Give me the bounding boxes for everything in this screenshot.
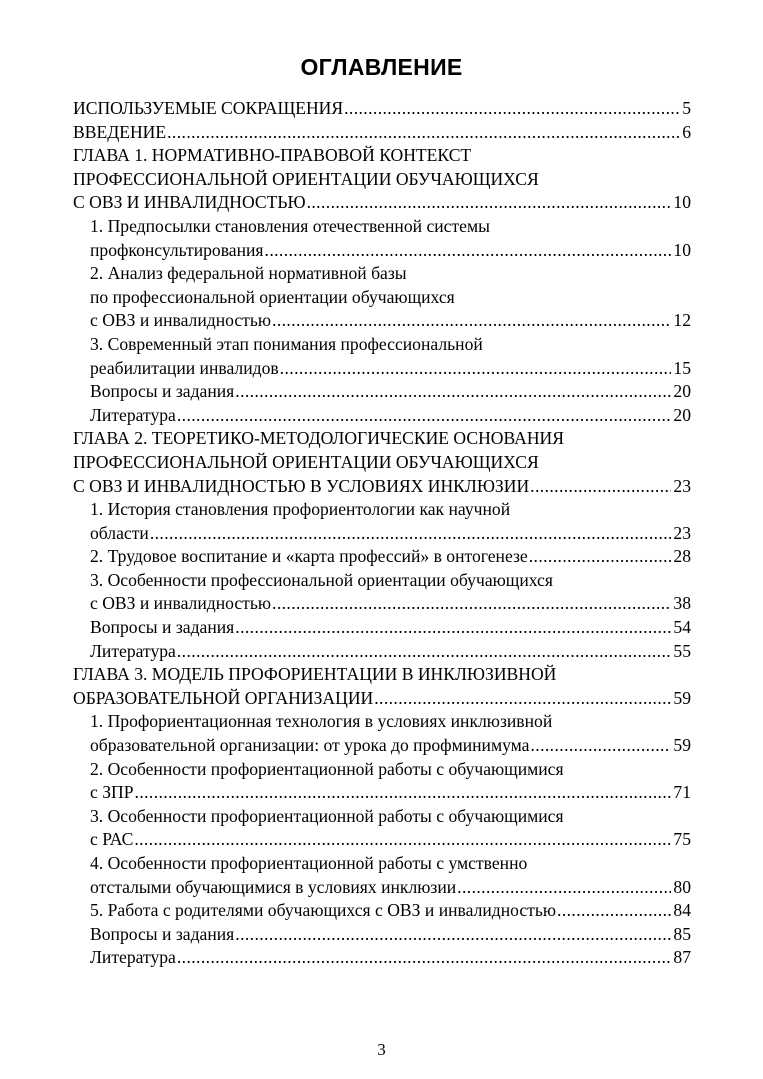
toc-entry-text: Вопросы и задания	[90, 923, 235, 944]
toc-entry-row	[90, 404, 691, 428]
page-number: 3	[377, 1040, 386, 1059]
toc-entry-text: ВВЕДЕНИЕ	[73, 121, 167, 142]
toc-page-number: 54	[673, 617, 691, 638]
toc-entry-row	[90, 899, 691, 923]
dot-leader	[177, 640, 672, 664]
dot-leader	[344, 97, 680, 121]
dot-leader	[272, 592, 671, 616]
dot-leader	[280, 357, 672, 381]
toc-entry-text: 2. Анализ федеральной нормативной базы	[90, 263, 407, 284]
page-title: ОГЛАВЛЕНИЕ	[300, 54, 463, 80]
dot-leader	[134, 828, 671, 852]
toc-subsection-entry	[73, 380, 691, 404]
toc-entry-row	[73, 475, 691, 499]
dot-leader	[235, 923, 671, 947]
toc-entry-text: 3. Современный этап понимания профессиональной	[90, 333, 483, 354]
toc-entry-row	[90, 522, 691, 546]
toc-subsection-entry	[73, 333, 691, 380]
toc-page-number: 10	[673, 192, 691, 213]
toc-page-number: 20	[673, 404, 691, 425]
dot-leader	[530, 734, 671, 758]
toc-entry-row	[90, 239, 691, 263]
toc-page-number: 15	[673, 357, 691, 378]
toc-entry-row	[90, 592, 691, 616]
toc-entry-text: ПРОФЕССИОНАЛЬНОЙ ОРИЕНТАЦИИ ОБУЧАЮЩИХСЯ	[73, 451, 539, 472]
toc-entry-text: с ЗПР	[90, 782, 134, 803]
dot-leader	[177, 946, 672, 970]
toc-entry-row	[90, 640, 691, 664]
toc-entry-text: Вопросы и задания	[90, 381, 235, 402]
toc-entry-text: 1. Профориентационная технология в условиях инклюзивной	[90, 711, 553, 732]
toc-entry-text: С ОВЗ И ИНВАЛИДНОСТЬЮ	[73, 192, 306, 213]
toc-chapter-entry	[73, 97, 691, 121]
toc-entry-row	[73, 687, 691, 711]
toc-page-number: 38	[673, 593, 691, 614]
toc-page-number: 5	[682, 98, 691, 118]
toc-subsection-entry	[73, 899, 691, 923]
toc-entry-row	[90, 946, 691, 970]
toc-subsection-entry	[73, 569, 691, 616]
toc-page-number: 10	[673, 239, 691, 260]
toc-page-number: 28	[673, 546, 691, 567]
dot-leader	[457, 876, 671, 900]
toc-entry-text: С ОВЗ И ИНВАЛИДНОСТЬЮ В УСЛОВИЯХ ИНКЛЮЗИИ	[73, 475, 530, 496]
toc-page-number: 85	[673, 923, 691, 944]
toc-entry-row	[90, 545, 691, 569]
toc-entry-text: области	[90, 522, 149, 543]
toc-entry-text: по профессиональной ориентации обучающихся	[90, 286, 455, 307]
toc-entry-row	[90, 876, 691, 900]
toc-subsection-entry	[73, 404, 691, 428]
toc-entry-text: Литература	[90, 404, 176, 425]
toc-subsection-entry	[73, 616, 691, 640]
toc-page-number: 84	[673, 900, 691, 921]
toc-entry-row	[90, 781, 691, 805]
toc-entry-row	[73, 191, 691, 215]
toc-entry-text: ОБРАЗОВАТЕЛЬНОЙ ОРГАНИЗАЦИИ	[73, 687, 374, 708]
toc-entry-text: ПРОФЕССИОНАЛЬНОЙ ОРИЕНТАЦИИ ОБУЧАЮЩИХСЯ	[73, 168, 539, 189]
toc-entry-text: 2. Трудовое воспитание и «карта профессий» в онтогенезе	[90, 546, 528, 567]
toc-subsection-entry	[73, 640, 691, 664]
dot-leader	[235, 616, 671, 640]
toc-subsection-entry	[73, 805, 691, 852]
toc-entry-text: ГЛАВА 2. ТЕОРЕТИКО-МЕТОДОЛОГИЧЕСКИЕ ОСНОВАНИЯ	[73, 428, 564, 449]
toc-chapter-entry	[73, 427, 691, 498]
toc-entry-row	[90, 616, 691, 640]
toc-entry-text: реабилитации инвалидов	[90, 357, 279, 378]
toc-entry-text: образовательной организации: от урока до профминимума	[90, 735, 530, 756]
dot-leader	[150, 522, 672, 546]
toc-entry-row	[73, 121, 691, 145]
toc-entry-row	[90, 309, 691, 333]
toc-page-number: 6	[682, 121, 691, 142]
toc-page-number: 12	[673, 310, 691, 331]
toc-page-number: 59	[673, 735, 691, 756]
toc-entry-text: 2. Особенности профориентационной работы с обучающимися	[90, 758, 564, 779]
toc-chapter-entry	[73, 663, 691, 710]
table-of-contents	[73, 97, 691, 970]
toc-entry-text: профконсультирования	[90, 239, 264, 260]
toc-page-number: 87	[673, 947, 691, 968]
toc-page-number: 55	[673, 640, 691, 661]
toc-entry-text: 3. Особенности профориентационной работы с обучающимися	[90, 805, 564, 826]
toc-entry-text: ГЛАВА 3. МОДЕЛЬ ПРОФОРИЕНТАЦИИ В ИНКЛЮЗИВНОЙ	[73, 664, 557, 685]
dot-leader	[272, 309, 671, 333]
dot-leader	[530, 475, 671, 499]
toc-page-number: 23	[673, 522, 691, 543]
toc-entry-row	[90, 380, 691, 404]
toc-chapter-entry	[73, 144, 691, 215]
toc-subsection-entry	[73, 710, 691, 757]
dot-leader	[374, 687, 671, 711]
toc-entry-text: 1. История становления профориентологии как научной	[90, 499, 511, 520]
dot-leader	[265, 239, 672, 263]
dot-leader	[135, 781, 672, 805]
dot-leader	[557, 899, 671, 923]
toc-entry-row	[90, 923, 691, 947]
toc-entry-row	[90, 734, 691, 758]
toc-subsection-entry	[73, 758, 691, 805]
dot-leader	[177, 404, 672, 428]
toc-entry-text: с РАС	[90, 829, 134, 850]
toc-entry-row	[90, 828, 691, 852]
toc-entry-text: Литература	[90, 947, 176, 968]
dot-leader	[167, 121, 680, 145]
toc-subsection-entry	[73, 545, 691, 569]
toc-entry-text: 3. Особенности профессиональной ориентации обучающихся	[90, 569, 553, 590]
toc-subsection-entry	[73, 262, 691, 333]
toc-page-number: 20	[673, 381, 691, 402]
toc-subsection-entry	[73, 852, 691, 899]
toc-entry-text: Вопросы и задания	[90, 617, 235, 638]
toc-entry-text: с ОВЗ и инвалидностью	[90, 310, 272, 331]
toc-page-number: 75	[673, 829, 691, 850]
toc-page-number: 71	[673, 782, 691, 803]
toc-page-number: 80	[673, 876, 691, 897]
toc-entry-text: с ОВЗ и инвалидностью	[90, 593, 272, 614]
dot-leader	[529, 545, 672, 569]
toc-page-number: 23	[673, 475, 691, 496]
toc-page-number: 59	[673, 687, 691, 708]
toc-subsection-entry	[73, 498, 691, 545]
dot-leader	[307, 191, 672, 215]
toc-subsection-entry	[73, 215, 691, 262]
toc-entry-text: 4. Особенности профориентационной работы с умственно	[90, 853, 528, 873]
toc-entry-text: 5. Работа с родителями обучающихся с ОВЗ и инвалидностью	[90, 900, 557, 921]
toc-entry-row	[73, 97, 691, 121]
toc-subsection-entry	[73, 923, 691, 947]
toc-entry-text: Литература	[90, 640, 176, 661]
toc-entry-text: ГЛАВА 1. НОРМАТИВНО-ПРАВОВОЙ КОНТЕКСТ	[73, 145, 472, 166]
dot-leader	[235, 380, 671, 404]
toc-entry-row	[90, 357, 691, 381]
toc-chapter-entry	[73, 121, 691, 145]
toc-entry-text: отсталыми обучающимися в условиях инклюзии	[90, 876, 457, 897]
toc-subsection-entry	[73, 946, 691, 970]
toc-entry-text: ИСПОЛЬЗУЕМЫЕ СОКРАЩЕНИЯ	[73, 98, 344, 118]
toc-entry-text: 1. Предпосылки становления отечественной системы	[90, 215, 490, 236]
